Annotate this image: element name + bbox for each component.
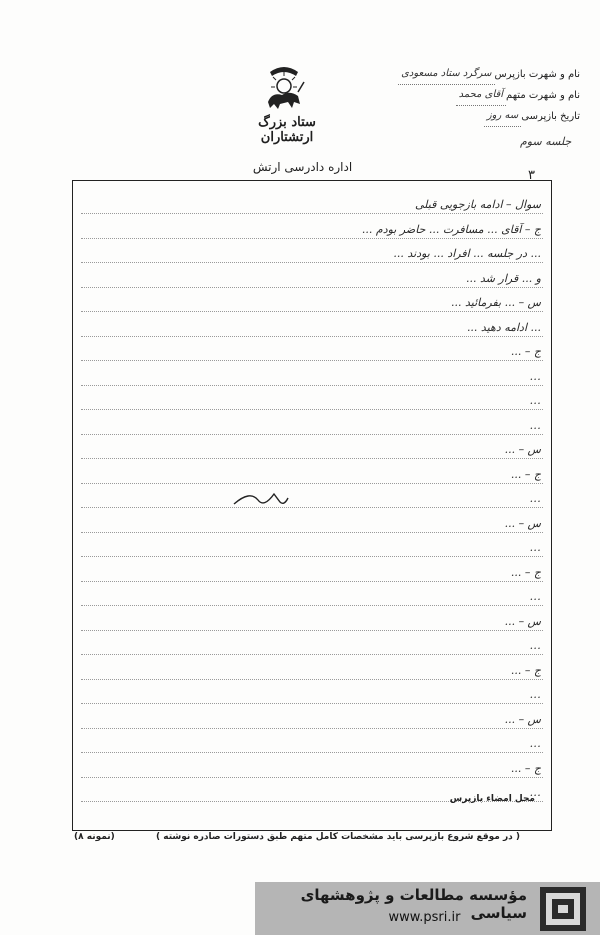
handwritten-line: ... (529, 394, 541, 407)
ruled-line (81, 434, 543, 435)
ruled-line (81, 409, 543, 410)
field-label: نام و شهرت بازپرس (494, 69, 580, 80)
handwritten-line: ... ادامه دهید ... (466, 320, 541, 334)
ruled-line (81, 532, 543, 533)
ruled-line (81, 311, 543, 312)
signature-mark-icon (230, 486, 290, 510)
ruled-line (81, 605, 543, 606)
ruled-line (81, 752, 543, 753)
field-value: سه روز (484, 106, 521, 127)
footer-instruction: ( در موقع شروع بازپرسی باید مشخصات کامل متهم طبق دستورات صادره نوشته ) (156, 832, 520, 842)
interrogation-form (72, 180, 552, 831)
field-value: آقای محمد (456, 85, 506, 106)
psri-logo-icon (540, 887, 586, 931)
ruled-line (81, 385, 543, 386)
handwritten-line: س – ... (504, 712, 541, 726)
field-date (355, 106, 580, 127)
field-investigator (355, 64, 580, 85)
handwritten-line: ... (529, 590, 541, 603)
handwritten-line: س – ... (504, 614, 541, 628)
ruled-line (81, 777, 543, 778)
ruled-line (81, 630, 543, 631)
handwritten-line: ... (529, 541, 541, 554)
handwritten-line: ... (529, 418, 541, 432)
handwritten-line: ج – ... (510, 467, 541, 481)
signature-label: محل امضاء بازپرس (449, 794, 535, 804)
handwritten-line: ... (529, 492, 541, 505)
ruled-line (81, 581, 543, 582)
organization-title: ستاد بزرگ ارتشتاران (258, 115, 316, 145)
handwritten-line: و ... قرار شد ... (466, 271, 541, 285)
ruled-lines (73, 180, 551, 830)
department-title: اداره دادرسی ارتش (252, 160, 353, 174)
handwritten-line: ... (529, 369, 541, 383)
handwritten-line: س – ... بفرمائید ... (451, 296, 541, 309)
handwritten-line: ... (529, 786, 541, 799)
ruled-line (81, 728, 543, 729)
ruled-line (81, 507, 543, 508)
handwritten-line: س – ... (504, 443, 541, 456)
ruled-line (81, 679, 543, 680)
session-note: جلسه سوم (520, 135, 572, 148)
ruled-line (81, 654, 543, 655)
ruled-line (81, 458, 543, 459)
handwritten-line: ... (529, 639, 541, 652)
handwritten-line: ج – ... (510, 663, 541, 677)
ruled-line (81, 556, 543, 557)
ruled-line (81, 238, 543, 239)
handwritten-line: ج – ... (510, 345, 541, 358)
handwritten-line: س – ... (504, 516, 541, 530)
handwritten-line: ج – ... (510, 565, 541, 579)
field-accused (355, 85, 580, 106)
lion-and-sun-emblem-icon (262, 62, 306, 114)
watermark-url: www.psri.ir (388, 910, 461, 925)
ruled-line (81, 213, 543, 214)
field-label: نام و شهرت متهم (506, 90, 580, 101)
ruled-line (81, 262, 543, 263)
ruled-line (81, 360, 543, 361)
handwritten-line: سوال – ادامه بازجویی قبلی (414, 198, 541, 211)
handwritten-line: ... (529, 688, 541, 701)
field-value: سرگرد ستاد مسعودی (398, 64, 494, 85)
handwritten-line: ج – آقای ... مسافرت ... حاضر بودم ... (361, 222, 541, 236)
header-fields (355, 64, 580, 127)
handwritten-line: ... (529, 737, 541, 750)
ruled-line (81, 483, 543, 484)
field-label: تاریخ بازپرسی (521, 111, 580, 122)
page-number: ۳ (528, 168, 535, 183)
form-number: (نمونه ۸) (74, 832, 115, 842)
ruled-line (81, 287, 543, 288)
ruled-line (81, 336, 543, 337)
watermark-name: مؤسسه مطالعات و پژوهشهای سیاسی (300, 886, 527, 922)
handwritten-line: ... در جلسه ... افراد ... بودند ... (393, 247, 541, 260)
ruled-line (81, 703, 543, 704)
handwritten-line: ج – ... (510, 761, 541, 775)
